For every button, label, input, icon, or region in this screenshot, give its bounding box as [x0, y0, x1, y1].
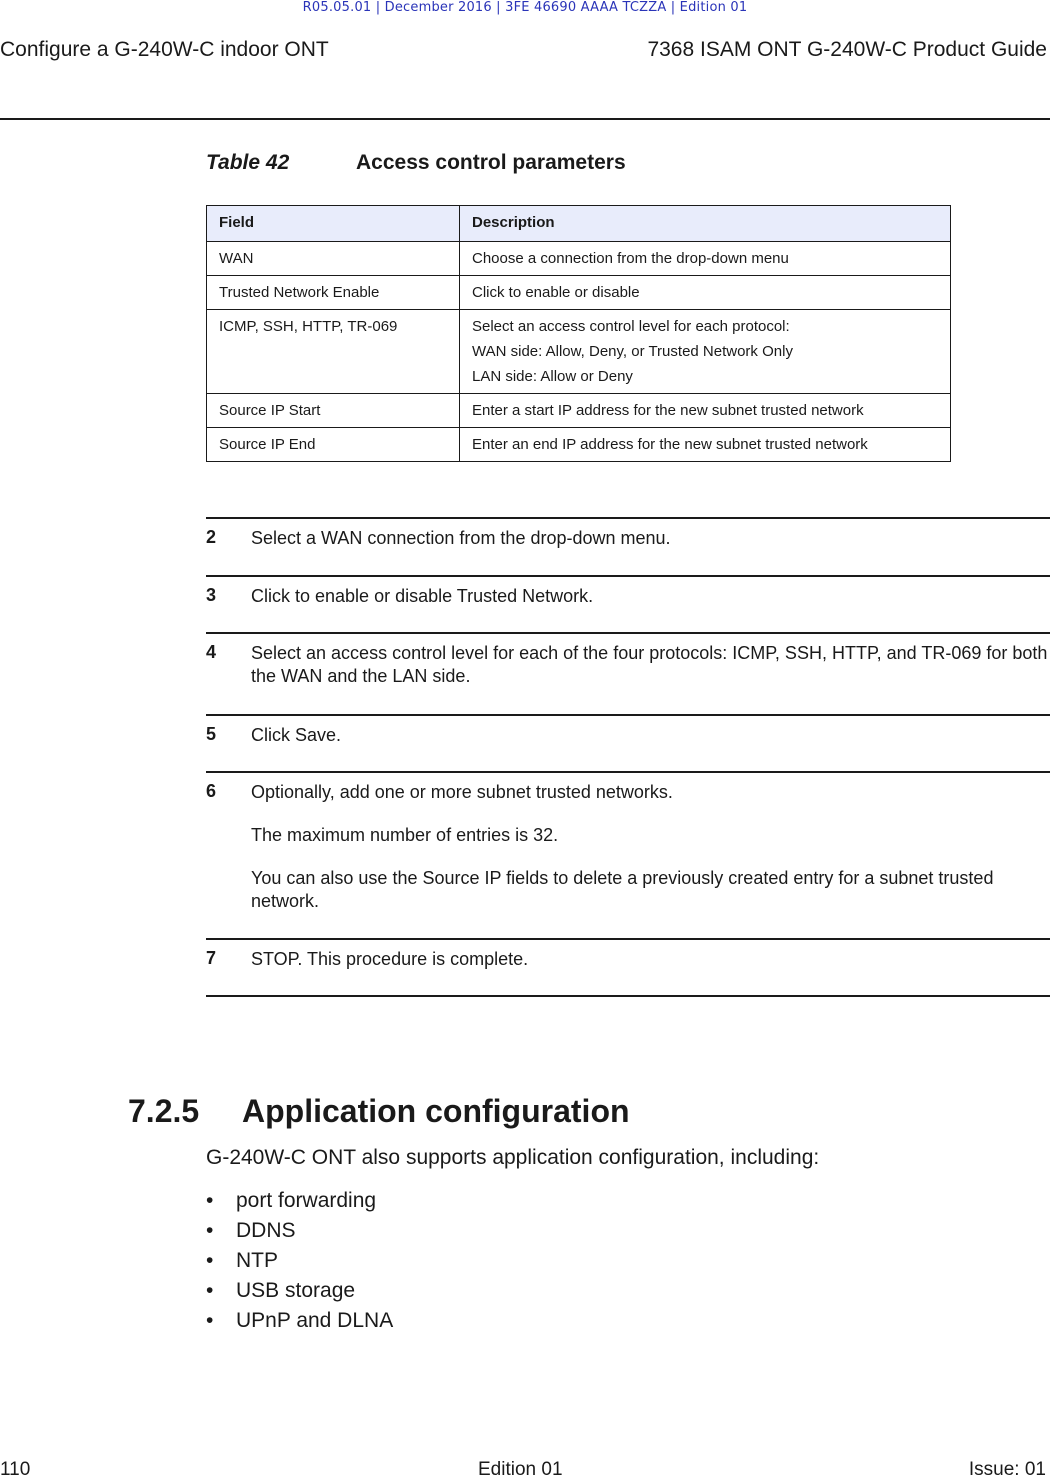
step-text: You can also use the Source IP fields to delete a previously created entry for a subnet trusted network. [251, 868, 994, 911]
table-header-row [207, 206, 951, 242]
section-number: 7.2.5 [128, 1093, 200, 1129]
section-intro: G-240W-C ONT also supports application configuration, including: [206, 1146, 820, 1169]
table-row [207, 310, 951, 394]
bullet-icon: • [206, 1189, 214, 1212]
description-cell [460, 242, 951, 276]
list-item-text: NTP [236, 1249, 278, 1272]
access-control-parameters-table [206, 205, 951, 462]
description-line: Select an access control level for each protocol: [472, 318, 790, 335]
table-row [207, 394, 951, 428]
list-item-text: UPnP and DLNA [236, 1309, 394, 1332]
step-body [251, 781, 1050, 925]
step-body [251, 642, 1050, 700]
list-item-text: port forwarding [236, 1189, 377, 1212]
step-number: 6 [206, 781, 217, 801]
step-text: Click Save. [251, 725, 342, 745]
page-number: 110 [0, 1459, 31, 1480]
description-cell [460, 276, 951, 310]
description-line: Choose a connection from the drop-down menu [472, 250, 789, 267]
description-cell [460, 394, 951, 428]
bullet-icon: • [206, 1279, 214, 1302]
list-item [206, 1246, 393, 1276]
step-body [251, 585, 1050, 620]
field-cell: Trusted Network Enable [207, 276, 460, 310]
description-cell [460, 310, 951, 394]
step-number: 4 [206, 642, 217, 662]
table-caption-number: Table 42 [206, 151, 290, 174]
table-caption [206, 151, 626, 175]
step-text: STOP. This procedure is complete. [251, 949, 529, 969]
section-title: Application configuration [242, 1093, 630, 1129]
step-number: 7 [206, 948, 217, 968]
step-body [251, 724, 1050, 759]
footer-issue: Issue: 01 [968, 1459, 1046, 1480]
bullet-icon: • [206, 1219, 214, 1242]
field-cell: ICMP, SSH, HTTP, TR-069 [207, 310, 460, 394]
procedure-step [206, 938, 1050, 969]
procedure-end-divider [206, 995, 1050, 997]
list-item [206, 1216, 393, 1246]
step-number: 3 [206, 585, 217, 605]
list-item [206, 1276, 393, 1306]
step-body [251, 948, 1050, 983]
step-body [251, 527, 1050, 562]
document-revision-banner: R05.05.01 | December 2016 | 3FE 46690 AAAA TCZZA | Edition 01 [302, 0, 748, 15]
description-line: Enter a start IP address for the new subnet trusted network [472, 402, 864, 419]
footer-edition: Edition 01 [478, 1459, 563, 1480]
procedure-step [206, 632, 1050, 686]
list-item-text: USB storage [236, 1279, 356, 1302]
bullet-icon: • [206, 1249, 214, 1272]
list-item-text: DDNS [236, 1219, 296, 1242]
step-text: Optionally, add one or more subnet trusted networks. [251, 782, 673, 802]
bullet-icon: • [206, 1309, 214, 1332]
step-text: Select a WAN connection from the drop-down menu. [251, 528, 671, 548]
procedure-step [206, 714, 1050, 745]
procedure-step [206, 517, 1050, 548]
running-header-left: Configure a G-240W-C indoor ONT [0, 38, 329, 61]
feature-list [206, 1186, 393, 1336]
procedure-step [206, 575, 1050, 606]
running-header-right: 7368 ISAM ONT G-240W-C Product Guide [647, 38, 1047, 61]
procedure-step [206, 771, 1050, 911]
column-header-field: Field [207, 206, 460, 242]
step-number: 2 [206, 527, 217, 547]
step-text: The maximum number of entries is 32. [251, 825, 559, 845]
header-divider [0, 118, 1050, 120]
description-line: Enter an end IP address for the new subnet trusted network [472, 436, 868, 453]
field-cell: WAN [207, 242, 460, 276]
field-cell: Source IP End [207, 428, 460, 462]
step-number: 5 [206, 724, 217, 744]
section-heading [128, 1093, 630, 1130]
description-line: LAN side: Allow or Deny [472, 368, 633, 385]
step-text: Select an access control level for each of the four protocols: ICMP, SSH, HTTP, and TR-069 for both the WAN and the LAN side. [251, 643, 1048, 686]
list-item [206, 1306, 393, 1336]
list-item [206, 1186, 393, 1216]
description-line: Click to enable or disable [472, 284, 640, 301]
field-cell: Source IP Start [207, 394, 460, 428]
table-row [207, 276, 951, 310]
description-line: WAN side: Allow, Deny, or Trusted Network Only [472, 343, 793, 360]
description-cell [460, 428, 951, 462]
column-header-description: Description [460, 206, 951, 242]
table-row [207, 428, 951, 462]
step-text: Click to enable or disable Trusted Network. [251, 586, 594, 606]
table-row [207, 242, 951, 276]
table-caption-title: Access control parameters [356, 151, 626, 174]
